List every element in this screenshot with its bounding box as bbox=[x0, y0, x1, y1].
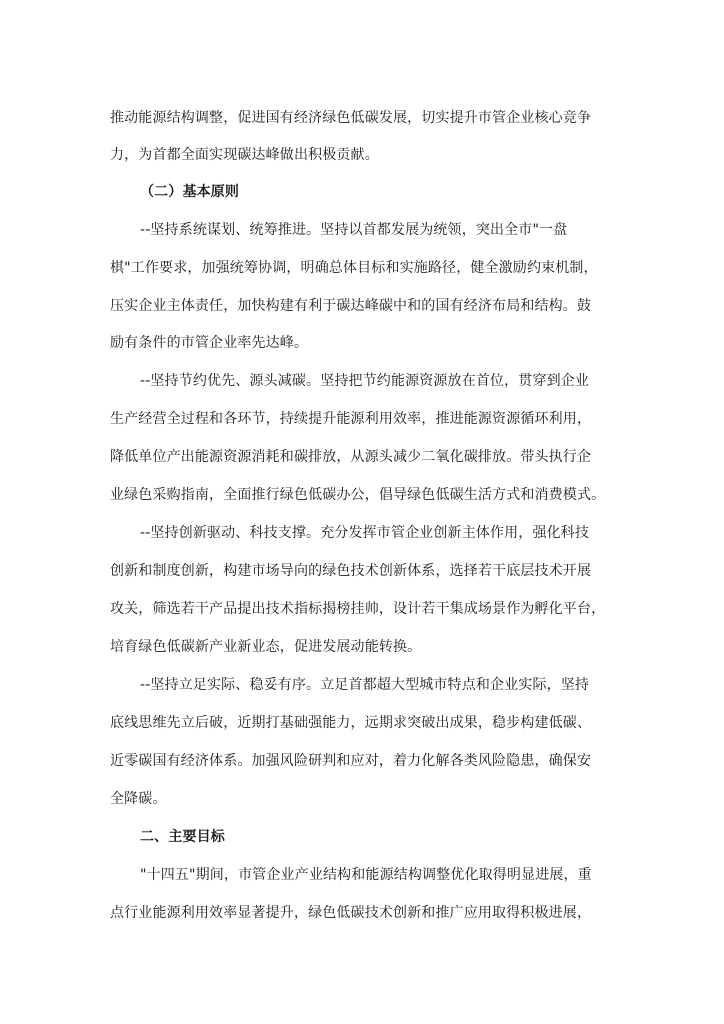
paragraph-line: --坚持节约优先、源头减碳。坚持把节约能源资源放在首位，贯穿到企业 bbox=[140, 373, 590, 389]
paragraph-line: --坚持创新驱动、科技支撑。充分发挥市管企业创新主体作用，强化科技 bbox=[140, 525, 590, 541]
paragraph-line: 生产经营全过程和各环节，持续提升能源利用效率，推进能源资源循环利用， bbox=[110, 411, 592, 427]
paragraph-line: 压实企业主体责任，加快构建有利于碳达峰碳中和的国有经济布局和结构。鼓 bbox=[110, 298, 592, 314]
section-subheading: （二）基本原则 bbox=[140, 184, 240, 200]
paragraph-line: 棋"工作要求，加强统筹协调，明确总体目标和实施路径，健全激励约束机制， bbox=[110, 260, 598, 276]
paragraph-line: --坚持立足实际、稳妥有序。立足首都超大型城市特点和企业实际，坚持 bbox=[140, 677, 590, 693]
paragraph-line: 全降碳。 bbox=[110, 791, 167, 807]
paragraph-line: 点行业能源利用效率显著提升，绿色低碳技术创新和推广应用取得积极进展， bbox=[110, 905, 592, 921]
paragraph-line: --坚持系统谋划、统筹推进。坚持以首都发展为统领，突出全市"一盘 bbox=[140, 222, 568, 238]
paragraph-line: "十四五"期间，市管企业产业结构和能源结构调整优化取得明显进展，重 bbox=[140, 867, 592, 883]
paragraph-line: 力，为首都全面实现碳达峰做出积极贡献。 bbox=[110, 147, 379, 163]
paragraph-line: 降低单位产出能源资源消耗和碳排放，从源头减少二氧化碳排放。带头执行企 bbox=[110, 449, 592, 465]
paragraph-line: 励有条件的市管企业率先达峰。 bbox=[110, 335, 309, 351]
paragraph-line: 底线思维先立后破，近期打基础强能力，远期求突破出成果，稳步构建低碳、 bbox=[110, 715, 592, 731]
paragraph-line: 创新和制度创新，构建市场导向的绿色技术创新体系，选择若干底层技术开展 bbox=[110, 563, 592, 579]
section-heading: 二、主要目标 bbox=[140, 829, 225, 845]
paragraph-line: 攻关，筛选若干产品提出技术指标揭榜挂帅，设计若干集成场景作为孵化平台， bbox=[110, 601, 606, 617]
paragraph-line: 业绿色采购指南，全面推行绿色低碳办公，倡导绿色低碳生活方式和消费模式。 bbox=[110, 487, 606, 503]
paragraph-line: 近零碳国有经济体系。加强风险研判和应对，着力化解各类风险隐患，确保安 bbox=[110, 753, 592, 769]
paragraph-line: 培育绿色低碳新产业新业态，促进发展动能转换。 bbox=[110, 639, 422, 655]
paragraph-line: 推动能源结构调整，促进国有经济绿色低碳发展，切实提升市管企业核心竞争 bbox=[110, 110, 592, 126]
